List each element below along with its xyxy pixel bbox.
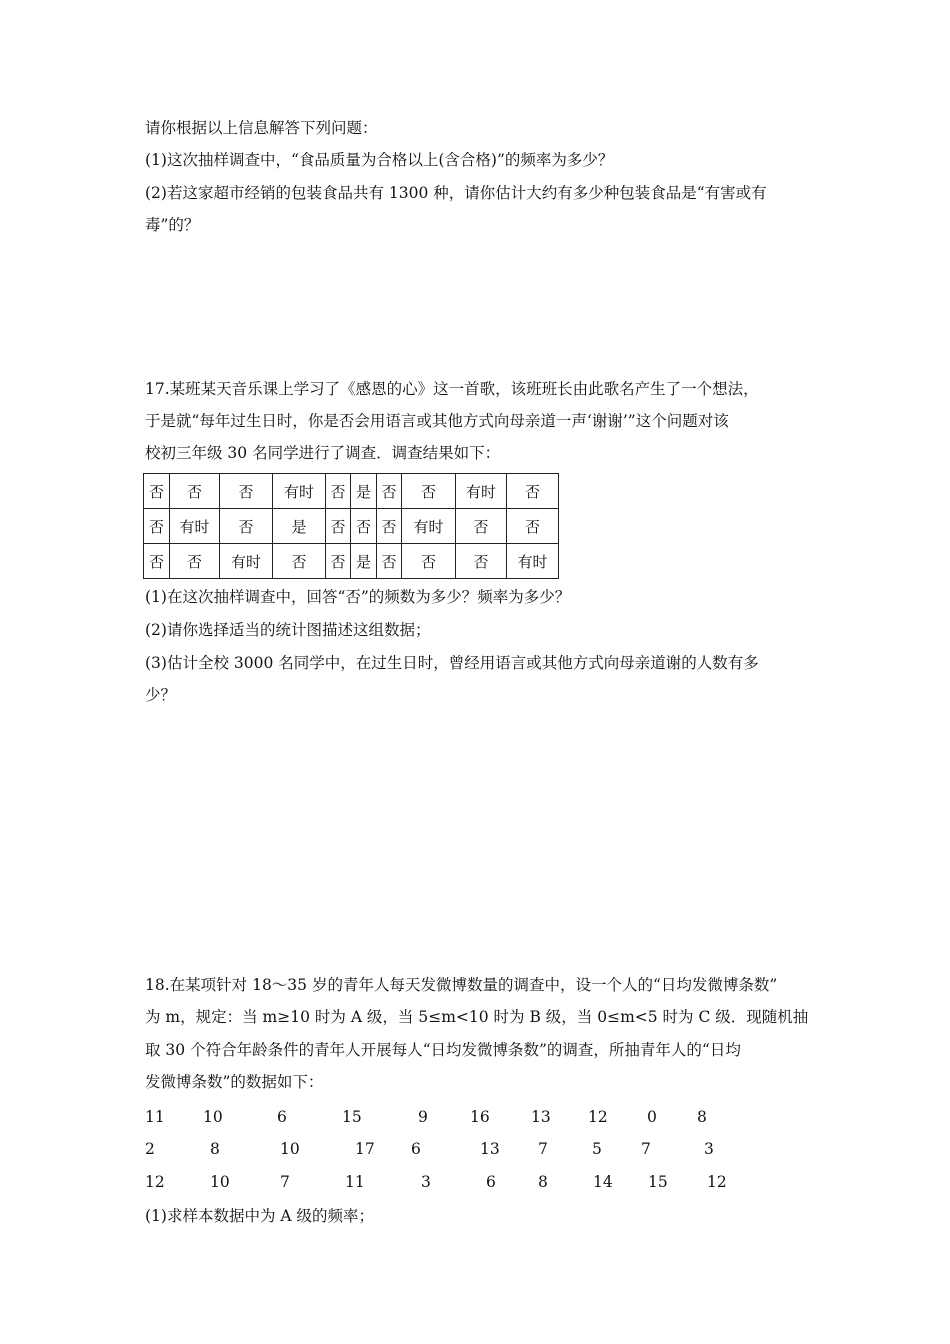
question-16-1: (1)这次抽样调查中，“食品质量为合格以上(含合格)”的频率为多少？ — [145, 151, 614, 169]
table-cell: 否 — [170, 474, 220, 509]
question-17-1: (1)在这次抽样调查中，回答“否”的频数为多少？频率为多少？ — [145, 588, 571, 606]
table-cell: 否 — [144, 544, 170, 579]
table-row — [144, 544, 559, 579]
table-cell: 否 — [273, 544, 326, 579]
data-value: 3 — [704, 1140, 714, 1158]
problem-18-line1: 18.在某项针对 18～35 岁的青年人每天发微博数量的调查中，设一个人的“日均发微博条数” — [145, 976, 778, 994]
table-cell: 否 — [377, 509, 402, 544]
table-row — [144, 474, 559, 509]
data-value: 8 — [210, 1140, 220, 1158]
table-cell: 有时 — [170, 509, 220, 544]
data-value: 14 — [593, 1173, 613, 1191]
table-cell: 否 — [402, 544, 456, 579]
data-value: 0 — [647, 1108, 657, 1126]
data-value: 2 — [145, 1140, 155, 1158]
table-cell: 否 — [220, 474, 273, 509]
data-value: 12 — [145, 1173, 165, 1191]
data-value: 7 — [641, 1140, 651, 1158]
table-cell: 否 — [144, 474, 170, 509]
problem-17-line1: 17.某班某天音乐课上学习了《感恩的心》这一首歌，该班班长由此歌名产生了一个想法， — [145, 380, 759, 398]
data-value: 16 — [470, 1108, 490, 1126]
table-row — [144, 509, 559, 544]
table-cell: 是 — [351, 544, 377, 579]
data-value: 8 — [697, 1108, 707, 1126]
data-value: 9 — [418, 1108, 428, 1126]
problem-18-line4: 发微博条数”的数据如下： — [145, 1073, 324, 1091]
table-cell: 否 — [507, 509, 559, 544]
data-value: 6 — [277, 1108, 287, 1126]
data-value: 11 — [145, 1108, 165, 1126]
table-cell: 否 — [326, 509, 351, 544]
data-value: 11 — [345, 1173, 365, 1191]
data-value: 7 — [538, 1140, 548, 1158]
problem-18-line3: 取 30 个符合年龄条件的青年人开展每人“日均发微博条数”的调查，所抽青年人的“日均 — [145, 1041, 741, 1059]
table-cell: 否 — [220, 509, 273, 544]
data-value: 10 — [280, 1140, 300, 1158]
table-cell: 否 — [456, 544, 507, 579]
table-cell: 有时 — [220, 544, 273, 579]
data-value: 13 — [480, 1140, 500, 1158]
problem-18-line2: 为 m，规定：当 m≥10 时为 A 级，当 5≤m<10 时为 B 级，当 0≤m<5 时为 C 级．现随机抽 — [145, 1008, 809, 1026]
intro-text: 请你根据以上信息解答下列问题： — [145, 119, 378, 137]
question-16-2-line2: 毒”的？ — [145, 216, 200, 234]
problem-17-line2: 于是就“每年过生日时，你是否会用语言或其他方式向母亲道一声‘谢谢’”这个问题对该 — [145, 412, 729, 430]
data-value: 10 — [210, 1173, 230, 1191]
question-17-2: (2)请你选择适当的统计图描述这组数据； — [145, 621, 431, 639]
data-value: 6 — [486, 1173, 496, 1191]
data-value: 8 — [538, 1173, 548, 1191]
table-cell: 否 — [402, 474, 456, 509]
table-cell: 是 — [351, 474, 377, 509]
table-cell: 否 — [377, 544, 402, 579]
table-cell: 否 — [456, 509, 507, 544]
data-value: 6 — [411, 1140, 421, 1158]
survey-table — [143, 473, 559, 579]
data-value: 7 — [280, 1173, 290, 1191]
data-value: 15 — [342, 1108, 362, 1126]
data-value: 10 — [203, 1108, 223, 1126]
data-value: 15 — [648, 1173, 668, 1191]
question-17-3-line2: 少？ — [145, 686, 177, 704]
data-value: 12 — [707, 1173, 727, 1191]
question-17-3-line1: (3)估计全校 3000 名同学中，在过生日时，曾经用语言或其他方式向母亲道谢的人数有多 — [145, 654, 759, 672]
data-value: 17 — [355, 1140, 375, 1158]
table-cell: 有时 — [507, 544, 559, 579]
table-cell: 否 — [326, 544, 351, 579]
question-16-2-line1: (2)若这家超市经销的包装食品共有 1300 种，请你估计大约有多少种包装食品是“有害或有 — [145, 184, 767, 202]
table-cell: 有时 — [402, 509, 456, 544]
table-cell: 有时 — [456, 474, 507, 509]
problem-17-line3: 校初三年级 30 名同学进行了调查．调查结果如下： — [145, 444, 501, 462]
data-value: 5 — [592, 1140, 602, 1158]
table-cell: 否 — [326, 474, 351, 509]
table-cell: 有时 — [273, 474, 326, 509]
table-cell: 否 — [170, 544, 220, 579]
table-cell: 否 — [507, 474, 559, 509]
table-cell: 否 — [351, 509, 377, 544]
data-value: 3 — [421, 1173, 431, 1191]
data-value: 12 — [588, 1108, 608, 1126]
table-cell: 是 — [273, 509, 326, 544]
question-18-1: (1)求样本数据中为 A 级的频率； — [145, 1207, 375, 1225]
data-value: 13 — [531, 1108, 551, 1126]
table-cell: 否 — [377, 474, 402, 509]
table-cell: 否 — [144, 509, 170, 544]
